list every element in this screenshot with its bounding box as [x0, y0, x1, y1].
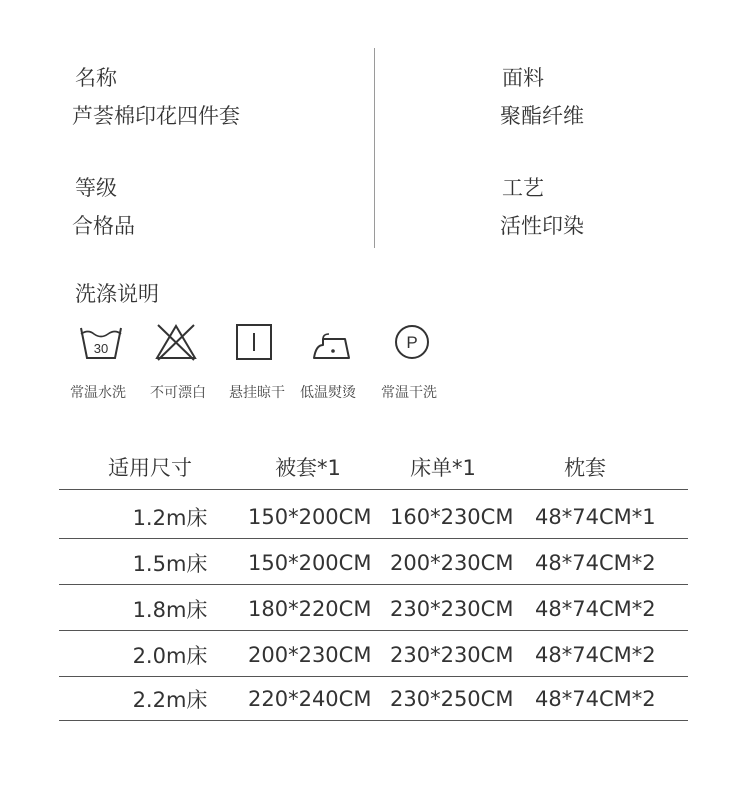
washing-title: 洗涤说明 — [75, 282, 159, 306]
care-label-wash: 常温水洗 — [70, 385, 126, 401]
table-cell-sheet: 230*230CM — [390, 597, 514, 621]
table-cell-duvet: 150*200CM — [248, 505, 372, 529]
table-cell-duvet: 200*230CM — [248, 643, 372, 667]
table-header-pillowcase: 枕套 — [564, 456, 606, 480]
table-cell-size: 2.2m床 — [132, 688, 208, 712]
table-divider — [59, 538, 688, 539]
name-value: 芦荟棉印花四件套 — [72, 104, 240, 128]
table-header-sheet: 床单*1 — [410, 456, 476, 480]
fabric-value: 聚酯纤维 — [500, 104, 584, 128]
care-label-no-bleach: 不可漂白 — [150, 385, 206, 401]
table-cell-size: 1.2m床 — [132, 506, 208, 530]
iron-low-icon — [287, 322, 377, 362]
grade-label: 等级 — [75, 176, 117, 200]
table-cell-pillowcase: 48*74CM*2 — [535, 551, 656, 575]
table-cell-sheet: 160*230CM — [390, 505, 514, 529]
care-label-hang-dry: 悬挂晾干 — [229, 385, 285, 401]
table-cell-pillowcase: 48*74CM*2 — [535, 687, 656, 711]
table-row — [59, 676, 688, 722]
craft-label: 工艺 — [502, 176, 544, 200]
table-row — [59, 586, 688, 632]
table-cell-size: 1.8m床 — [132, 598, 208, 622]
table-cell-pillowcase: 48*74CM*1 — [535, 505, 656, 529]
table-divider — [59, 489, 688, 490]
table-cell-duvet: 180*220CM — [248, 597, 372, 621]
table-row — [59, 540, 688, 586]
craft-value: 活性印染 — [500, 214, 584, 238]
table-row — [59, 494, 688, 540]
table-cell-pillowcase: 48*74CM*2 — [535, 643, 656, 667]
table-header-size: 适用尺寸 — [108, 456, 192, 480]
table-cell-duvet: 150*200CM — [248, 551, 372, 575]
name-label: 名称 — [75, 66, 117, 90]
grade-value: 合格品 — [72, 214, 135, 238]
care-label-dry-clean: 常温干洗 — [381, 385, 437, 401]
svg-text:30: 30 — [93, 341, 109, 356]
table-divider — [59, 720, 688, 721]
table-header-duvet: 被套*1 — [275, 456, 341, 480]
care-label-iron: 低温熨烫 — [300, 385, 356, 401]
table-row — [59, 632, 688, 678]
spec-divider — [374, 48, 375, 248]
no-bleach-icon — [131, 322, 221, 362]
hang-dry-icon — [209, 322, 299, 362]
table-cell-size: 1.5m床 — [132, 552, 208, 576]
table-cell-sheet: 230*250CM — [390, 687, 514, 711]
table-cell-sheet: 230*230CM — [390, 643, 514, 667]
table-cell-size: 2.0m床 — [132, 644, 208, 668]
fabric-label: 面料 — [502, 66, 544, 90]
table-cell-duvet: 220*240CM — [248, 687, 372, 711]
table-cell-sheet: 200*230CM — [390, 551, 514, 575]
table-divider — [59, 630, 688, 631]
dry-clean-p-icon — [367, 322, 457, 362]
table-divider — [59, 584, 688, 585]
svg-text:P: P — [406, 333, 418, 352]
table-cell-pillowcase: 48*74CM*2 — [535, 597, 656, 621]
